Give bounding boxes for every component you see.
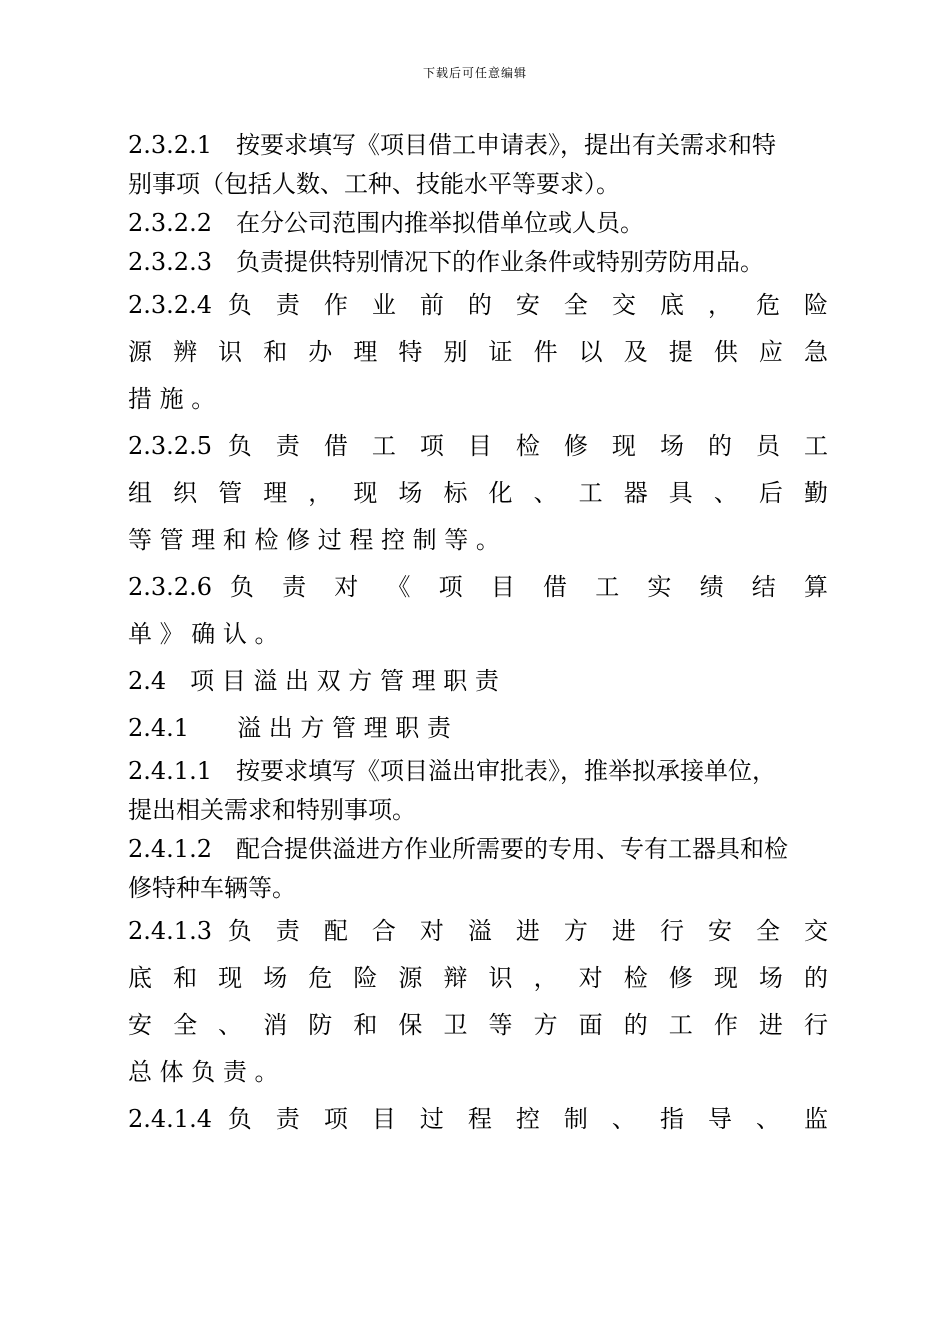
document-body <box>128 126 828 1143</box>
text-line: 别事项（包括人数、工种、技能水平等要求）。 <box>128 170 620 198</box>
subsection-heading: 2.4.1 溢 出 方 管 理 职 责 <box>128 714 451 742</box>
text-line: 2.3.2.3 负责提供特别情况下的作业条件或特别劳防用品。 <box>128 248 764 276</box>
section-heading: 2.4 项 目 溢 出 双 方 管 理 职 责 <box>128 667 499 695</box>
page-header: 下载后可任意编辑 <box>422 66 527 80</box>
text-line: 2.4.1.1 按要求填写《项目溢出审批表》，推举拟承接单位， <box>128 757 776 785</box>
text-line: 2.3.2.4 负 责 作 业 前 的 安 全 交 底 ， 危 险 <box>128 291 828 319</box>
text-line: 2.3.2.2 在分公司范围内推举拟借单位或人员。 <box>128 209 644 237</box>
text-line: 2.4.1.3 负 责 配 合 对 溢 进 方 进 行 安 全 交 <box>128 917 828 945</box>
text-line: 2.4.1.2 配合提供溢进方作业所需要的专用、专有工器具和检 <box>128 835 788 863</box>
text-line: 修特种车辆等。 <box>128 874 296 902</box>
text-line: 底 和 现 场 危 险 源 辩 识 ， 对 检 修 现 场 的 <box>128 964 828 992</box>
text-line: 措 施 。 <box>128 385 216 413</box>
text-line: 2.3.2.6 负 责 对 《 项 目 借 工 实 绩 结 算 <box>128 573 828 601</box>
text-line: 源 辨 识 和 办 理 特 别 证 件 以 及 提 供 应 急 <box>128 338 828 366</box>
text-line: 组 织 管 理 ， 现 场 标 化 、 工 器 具 、 后 勤 <box>128 479 828 507</box>
text-line: 等 管 理 和 检 修 过 程 控 制 等 。 <box>128 526 500 554</box>
text-line: 2.3.2.5 负 责 借 工 项 目 检 修 现 场 的 员 工 <box>128 432 828 460</box>
text-line: 提出相关需求和特别事项。 <box>128 796 416 824</box>
text-line: 总 体 负 责 。 <box>128 1058 279 1086</box>
text-line: 2.3.2.1 按要求填写《项目借工申请表》，提出有关需求和特 <box>128 131 776 159</box>
text-line: 2.4.1.4 负 责 项 目 过 程 控 制 、 指 导 、 监 <box>128 1105 828 1133</box>
text-line: 单 》 确 认 。 <box>128 620 279 648</box>
text-line: 安 全 、 消 防 和 保 卫 等 方 面 的 工 作 进 行 <box>128 1011 828 1039</box>
